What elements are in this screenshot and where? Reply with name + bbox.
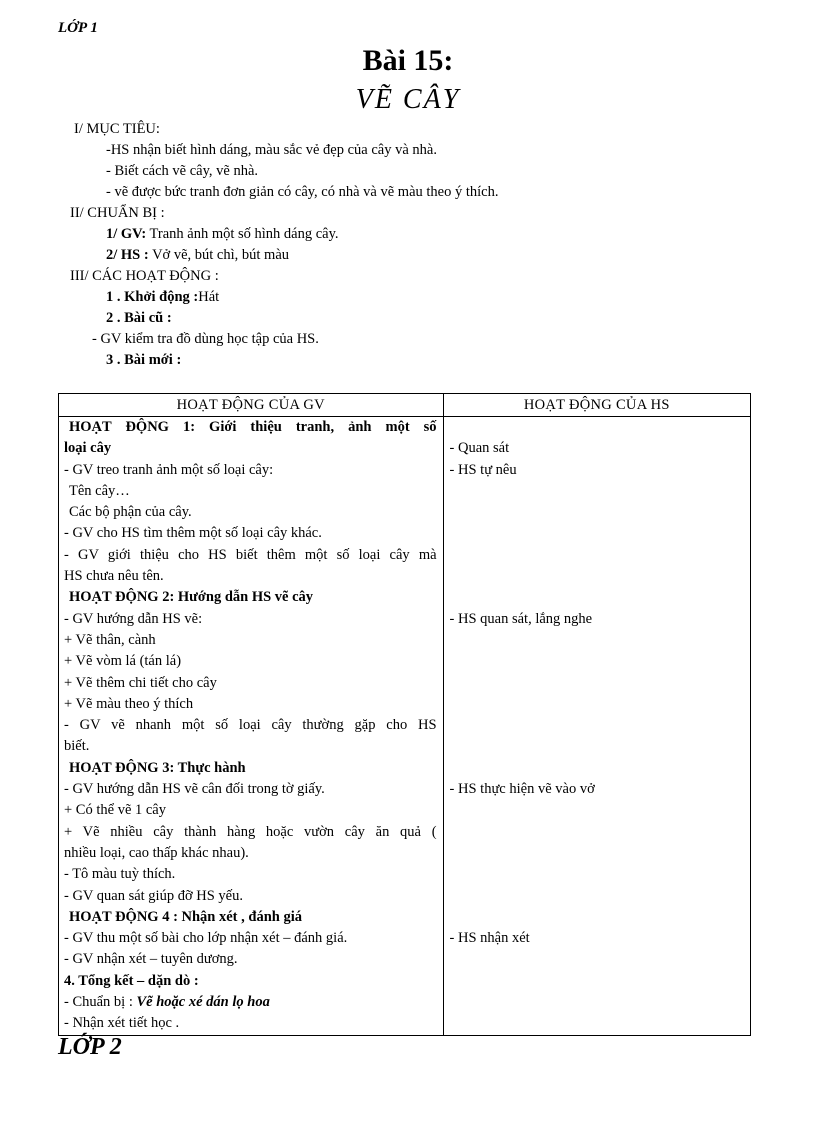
table-line: - GV hướng dẫn HS vẽ cân đối trong tờ giấy. [64, 781, 325, 798]
lesson-number-text: Bài 15: [362, 44, 454, 77]
activity-1-heading: HOẠT ĐỘNG 1: Giới thiệu tranh, ảnh một số [69, 419, 437, 435]
hs-response: - HS tự nêu [449, 461, 517, 478]
col-header-hs: HOẠT ĐỘNG CỦA HS [443, 394, 750, 417]
table-line: nhiều loại, cao thấp khác nhau). [64, 844, 249, 861]
hs-response: - HS thực hiện vẽ vào vở [449, 781, 595, 798]
hs-response: - HS quan sát, lắng nghe [449, 610, 593, 627]
grade-label-bottom: LỚP 2 [58, 1034, 122, 1060]
table-line: + Vẽ vòm lá (tán lá) [64, 653, 182, 670]
table-line: - GV nhận xét – tuyên dương. [64, 951, 238, 968]
table-line: - GV giới thiệu cho HS biết thêm một số loại cây mà [64, 546, 437, 563]
table-line: biết. [64, 738, 90, 755]
next-lesson-line [59, 992, 443, 1013]
lesson-title: VẼ CÂY [355, 84, 461, 115]
preparation-heading: II/ CHUẨN BỊ : [70, 205, 165, 221]
warmup [106, 287, 219, 307]
old-lesson-label: 2 . Bài cũ : [106, 310, 172, 326]
warmup-text: Hát [198, 289, 220, 305]
hs-response: - HS nhận xét [449, 930, 530, 947]
table-line: + Vẽ nhiều cây thành hàng hoặc vườn cây ăn quả ( [64, 823, 437, 840]
table-body-row [59, 417, 751, 1036]
preparation-hs [106, 245, 289, 265]
table-line: - GV vẽ nhanh một số loại cây thường gặp cho HS [64, 717, 437, 734]
objective-item: - vẽ được bức tranh đơn giản có cây, có nhà và vẽ màu theo ý thích. [106, 184, 499, 200]
next-lesson-label: - Chuẩn bị : [64, 994, 137, 1011]
col-header-gv: HOẠT ĐỘNG CỦA GV [59, 394, 444, 417]
table-line: Tên cây… [69, 482, 130, 499]
preparation-gv-text: Tranh ảnh một số hình dáng cây. [146, 226, 339, 242]
next-lesson-title: Vẽ hoặc xé dán lọ hoa [136, 994, 270, 1011]
activity-3-heading: HOẠT ĐỘNG 3: Thực hành [69, 759, 246, 776]
table-line: Các bộ phận của cây. [69, 504, 192, 521]
gv-activities-cell [59, 417, 444, 1036]
grade-label-top: LỚP 1 [58, 20, 98, 36]
objective-item: -HS nhận biết hình dáng, màu sắc vẻ đẹp của cây và nhà. [106, 142, 437, 158]
table-line: - GV quan sát giúp đỡ HS yếu. [64, 887, 243, 904]
activity-2-heading: HOẠT ĐỘNG 2: Hướng dẫn HS vẽ cây [69, 589, 314, 606]
summary-heading: 4. Tổng kết – dặn dò : [64, 972, 199, 989]
new-lesson-label: 3 . Bài mới : [106, 352, 182, 368]
preparation-hs-text: Vở vẽ, bút chì, bút màu [148, 247, 290, 263]
table-line: - GV treo tranh ảnh một số loại cây: [64, 461, 274, 478]
table-line: HS chưa nêu tên. [64, 568, 164, 585]
table-line: - GV thu một số bài cho lớp nhận xét – đánh giá. [64, 930, 348, 947]
hs-response: - Quan sát [449, 440, 510, 457]
table-line: - GV hướng dẫn HS vẽ: [64, 610, 203, 627]
table-line: - Nhận xét tiết học . [64, 1015, 180, 1032]
activities-heading: III/ CÁC HOẠT ĐỘNG : [70, 268, 219, 284]
activity-table [58, 393, 751, 1036]
activity-4-heading: HOẠT ĐỘNG 4 : Nhận xét , đánh giá [69, 908, 302, 925]
warmup-label: 1 . Khởi động : [106, 289, 199, 305]
preparation-gv-label: 1/ GV: [106, 226, 147, 242]
table-line: + Vẽ thân, cành [64, 631, 156, 648]
lesson-number [0, 44, 816, 78]
table-line: + Có thể vẽ 1 cây [64, 802, 166, 819]
hs-activities-cell [443, 417, 750, 1036]
preparation-hs-label: 2/ HS : [106, 247, 149, 263]
objective-item: - Biết cách vẽ cây, vẽ nhà. [106, 163, 259, 179]
table-header-row [59, 394, 751, 417]
old-lesson-text: - GV kiểm tra đồ dùng học tập của HS. [92, 331, 319, 347]
objectives-heading: I/ MỤC TIÊU: [74, 121, 160, 137]
preparation-gv [106, 224, 339, 244]
table-line: + Vẽ màu theo ý thích [64, 695, 194, 712]
activity-1-heading-cont: loại cây [64, 440, 112, 457]
table-line: - Tô màu tuỳ thích. [64, 866, 176, 883]
table-line: - GV cho HS tìm thêm một số loại cây khác. [64, 525, 322, 542]
table-line: + Vẽ thêm chi tiết cho cây [64, 674, 217, 691]
